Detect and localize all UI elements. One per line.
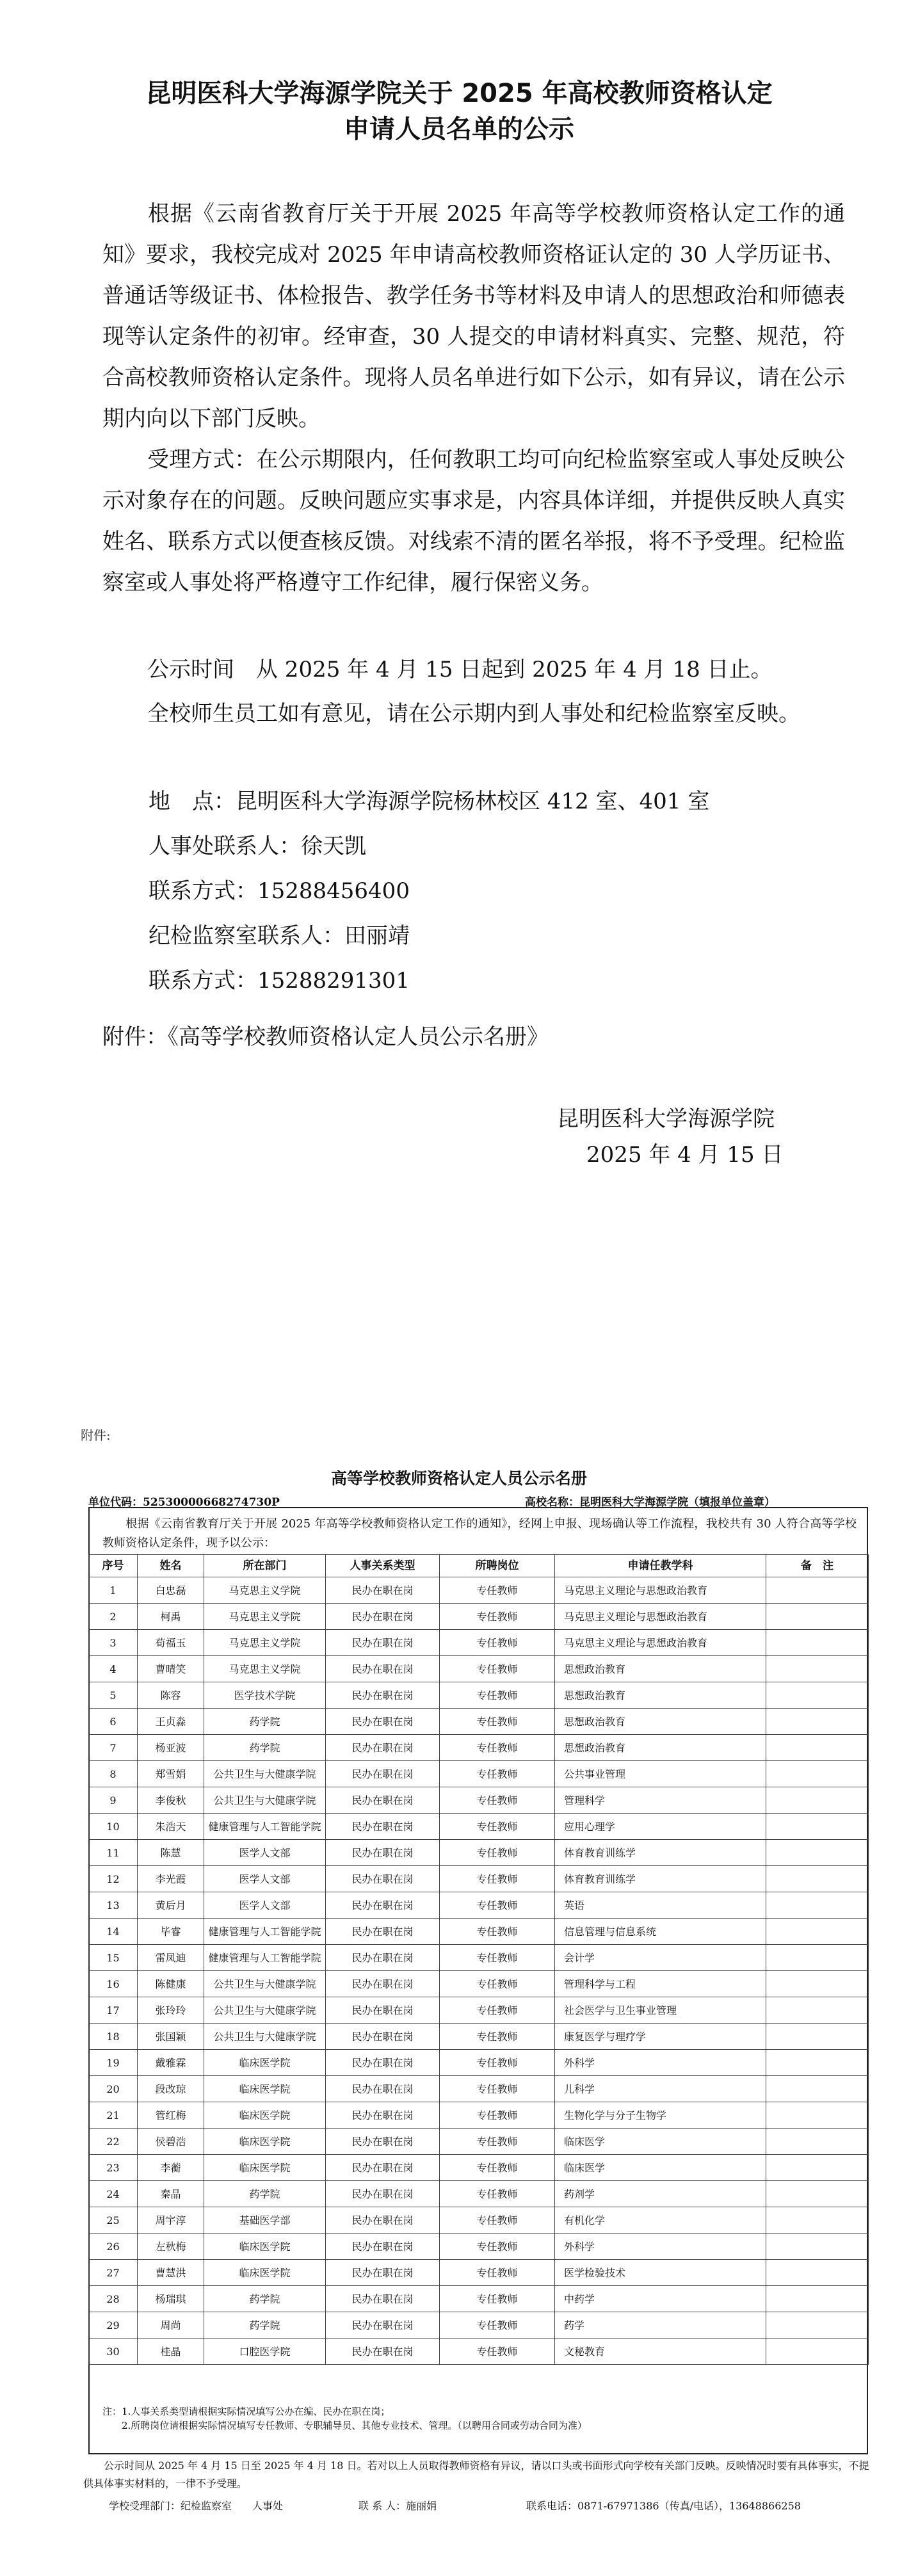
table-row <box>89 1787 869 1814</box>
cell-relation-type: 民办在职在岗 <box>326 2339 440 2365</box>
cell-department: 药学院 <box>204 1735 326 1761</box>
cell-department: 马克思主义学院 <box>204 1630 326 1656</box>
cell-subject: 英语 <box>555 1892 766 1919</box>
cell-index: 24 <box>89 2181 138 2207</box>
cell-relation-type: 民办在职在岗 <box>326 1787 440 1814</box>
cell-relation-type: 民办在职在岗 <box>326 1630 440 1656</box>
cell-position: 专任教师 <box>440 1630 555 1656</box>
cell-name: 桂晶 <box>138 2339 204 2365</box>
cell-department: 临床医学院 <box>204 2260 326 2286</box>
cell-subject: 中药学 <box>555 2286 766 2312</box>
cell-index: 16 <box>89 1971 138 1997</box>
table-row <box>89 2234 869 2260</box>
cell-department: 口腔医学院 <box>204 2339 326 2365</box>
cell-relation-type: 民办在职在岗 <box>326 2286 440 2312</box>
cell-remark <box>766 2102 869 2129</box>
cell-name: 戴雅霖 <box>138 2050 204 2076</box>
cell-index: 5 <box>89 1682 138 1709</box>
cell-name: 毕睿 <box>138 1919 204 1945</box>
cell-remark <box>766 1919 869 1945</box>
cell-subject: 思想政治教育 <box>555 1709 766 1735</box>
cell-remark <box>766 2155 869 2181</box>
notice-attachment: 附件：《高等学校教师资格认定人员公示名册》 <box>102 1024 549 1050</box>
cell-position: 专任教师 <box>440 2234 555 2260</box>
cell-position: 专任教师 <box>440 1814 555 1840</box>
cell-position: 专任教师 <box>440 2181 555 2207</box>
cell-subject: 管理科学与工程 <box>555 1971 766 1997</box>
table-row <box>89 1919 869 1945</box>
cell-remark <box>766 1840 869 1866</box>
table-row <box>89 1892 869 1919</box>
cell-remark <box>766 2076 869 2102</box>
table-row <box>89 1840 869 1866</box>
cell-remark <box>766 2234 869 2260</box>
cell-subject: 马克思主义理论与思想政治教育 <box>555 1630 766 1656</box>
cell-subject: 公共事业管理 <box>555 1761 766 1787</box>
notice-title-line2: 申请人员名单的公示 <box>344 115 574 144</box>
cell-position: 专任教师 <box>440 1866 555 1892</box>
cell-position: 专任教师 <box>440 1997 555 2024</box>
cell-name: 杨瑞琪 <box>138 2286 204 2312</box>
cell-department: 公共卫生与大健康学院 <box>204 2024 326 2050</box>
cell-position: 专任教师 <box>440 1761 555 1787</box>
cell-name: 左秋梅 <box>138 2234 204 2260</box>
cell-department: 医学人文部 <box>204 1866 326 1892</box>
cell-index: 11 <box>89 1840 138 1866</box>
cell-relation-type: 民办在职在岗 <box>326 2050 440 2076</box>
cell-department: 马克思主义学院 <box>204 1604 326 1630</box>
roster-header-row <box>89 1555 869 1577</box>
cell-department: 基础医学部 <box>204 2207 326 2234</box>
cell-name: 朱浩天 <box>138 1814 204 1840</box>
cell-name: 侯碧浩 <box>138 2129 204 2155</box>
cell-relation-type: 民办在职在岗 <box>326 1814 440 1840</box>
table-row <box>89 1945 869 1971</box>
cell-relation-type: 民办在职在岗 <box>326 2260 440 2286</box>
cell-relation-type: 民办在职在岗 <box>326 1656 440 1682</box>
cell-relation-type: 民办在职在岗 <box>326 2024 440 2050</box>
cell-remark <box>766 1656 869 1682</box>
roster-body <box>89 1577 869 2365</box>
cell-remark <box>766 1997 869 2024</box>
cell-subject: 文秘教育 <box>555 2339 766 2365</box>
cell-name: 李俊秋 <box>138 1787 204 1814</box>
cell-position: 专任教师 <box>440 2260 555 2286</box>
unit-code: 单位代码：52530000668274730P <box>88 1496 280 1509</box>
cell-index: 18 <box>89 2024 138 2050</box>
contact-person: 联 系 人：施丽娟 <box>358 2500 437 2512</box>
table-row <box>89 2181 869 2207</box>
cell-name: 柯禹 <box>138 1604 204 1630</box>
cell-subject: 康复医学与理疗学 <box>555 2024 766 2050</box>
table-row <box>89 1814 869 1840</box>
cell-index: 28 <box>89 2286 138 2312</box>
table-row <box>89 2312 869 2339</box>
cell-relation-type: 民办在职在岗 <box>326 1735 440 1761</box>
notice-period: 公示时间 从 2025 年 4 月 15 日起到 2025 年 4 月 18 日止。 <box>147 657 773 682</box>
cell-name: 郑雪娟 <box>138 1761 204 1787</box>
cell-relation-type: 民办在职在岗 <box>326 1577 440 1604</box>
cell-position: 专任教师 <box>440 1709 555 1735</box>
roster-intro: 根据《云南省教育厅关于开展 2025 年高等学校教师资格认定工作的通知》，经网上申报、现场确认等工作流程，我校共有 30 人符合高等学校教师资格认定条件，现予以公示： <box>102 1517 857 1550</box>
cell-position: 专任教师 <box>440 1971 555 1997</box>
cell-index: 22 <box>89 2129 138 2155</box>
cell-remark <box>766 1892 869 1919</box>
cell-subject: 有机化学 <box>555 2207 766 2234</box>
roster-title: 高等学校教师资格认定人员公示名册 <box>330 1469 587 1488</box>
cell-department: 药学院 <box>204 2312 326 2339</box>
cell-subject: 思想政治教育 <box>555 1735 766 1761</box>
cell-relation-type: 民办在职在岗 <box>326 1682 440 1709</box>
cell-index: 25 <box>89 2207 138 2234</box>
cell-remark <box>766 1971 869 1997</box>
contact-phone: 联系电话：0871-67971386（传真/电话），13648866258 <box>526 2500 801 2512</box>
cell-relation-type: 民办在职在岗 <box>326 2181 440 2207</box>
cell-position: 专任教师 <box>440 2076 555 2102</box>
table-row <box>89 1577 869 1604</box>
cell-relation-type: 民办在职在岗 <box>326 2102 440 2129</box>
cell-department: 药学院 <box>204 2181 326 2207</box>
cell-remark <box>766 2181 869 2207</box>
table-row <box>89 2102 869 2129</box>
cell-subject: 马克思主义理论与思想政治教育 <box>555 1604 766 1630</box>
cell-name: 段改琼 <box>138 2076 204 2102</box>
table-row <box>89 2260 869 2286</box>
cell-subject: 社会医学与卫生事业管理 <box>555 1997 766 2024</box>
cell-relation-type: 民办在职在岗 <box>326 1892 440 1919</box>
cell-department: 医学技术学院 <box>204 1682 326 1709</box>
cell-remark <box>766 1682 869 1709</box>
cell-index: 14 <box>89 1919 138 1945</box>
cell-remark <box>766 1577 869 1604</box>
cell-department: 临床医学院 <box>204 2050 326 2076</box>
cell-relation-type: 民办在职在岗 <box>326 2155 440 2181</box>
cell-subject: 生物化学与分子生物学 <box>555 2102 766 2129</box>
cell-position: 专任教师 <box>440 1577 555 1604</box>
cell-remark <box>766 1735 869 1761</box>
cell-name: 陈健康 <box>138 1971 204 1997</box>
cell-index: 21 <box>89 2102 138 2129</box>
cell-remark <box>766 2129 869 2155</box>
roster-table <box>88 1554 869 2365</box>
cell-name: 张国颖 <box>138 2024 204 2050</box>
cell-department: 马克思主义学院 <box>204 1656 326 1682</box>
cell-subject: 会计学 <box>555 1945 766 1971</box>
cell-remark <box>766 1604 869 1630</box>
hr-contact: 人事处联系人：徐天凯 <box>149 833 366 859</box>
table-row <box>89 1735 869 1761</box>
cell-remark <box>766 1945 869 1971</box>
notice-address: 地 点：昆明医科大学海源学院杨林校区 412 室、401 室 <box>149 789 710 814</box>
cell-name: 管红梅 <box>138 2102 204 2129</box>
roster-note-1: 注：1.人事关系类型请根据实际情况填写公办在编、民办在职在岗； <box>102 2406 391 2417</box>
cell-relation-type: 民办在职在岗 <box>326 1761 440 1787</box>
cell-remark <box>766 1866 869 1892</box>
table-row <box>89 2339 869 2365</box>
table-row <box>89 1656 869 1682</box>
cell-subject: 医学检验技术 <box>555 2260 766 2286</box>
table-row <box>89 1971 869 1997</box>
cell-subject: 管理科学 <box>555 1787 766 1814</box>
cell-index: 3 <box>89 1630 138 1656</box>
cell-name: 白忠磊 <box>138 1577 204 1604</box>
roster-bottom-text: 公示时间从 2025 年 4 月 15 日至 2025 年 4 月 18 日。若对以上人员取得教师资格有异议，请以口头或书面形式向学校有关部门反映。反映情况时要有具体事实，不提供具体事实材料的，一律不予受理。 <box>83 2459 869 2490</box>
signature-org: 昆明医科大学海源学院 <box>557 1106 775 1132</box>
attachment-label: 附件: <box>81 1428 111 1443</box>
cell-remark <box>766 1630 869 1656</box>
table-row <box>89 1604 869 1630</box>
cell-department: 健康管理与人工智能学院 <box>204 1945 326 1971</box>
cell-remark <box>766 2339 869 2365</box>
cell-name: 秦晶 <box>138 2181 204 2207</box>
cell-remark <box>766 2312 869 2339</box>
cell-position: 专任教师 <box>440 1682 555 1709</box>
cell-position: 专任教师 <box>440 1892 555 1919</box>
cell-subject: 外科学 <box>555 2050 766 2076</box>
cell-index: 2 <box>89 1604 138 1630</box>
cell-position: 专任教师 <box>440 2339 555 2365</box>
cell-position: 专任教师 <box>440 2102 555 2129</box>
cell-remark <box>766 1814 869 1840</box>
cell-name: 曹慧洪 <box>138 2260 204 2286</box>
table-row <box>89 1630 869 1656</box>
cell-name: 周宇淳 <box>138 2207 204 2234</box>
cell-name: 陈容 <box>138 1682 204 1709</box>
cell-subject: 外科学 <box>555 2234 766 2260</box>
cell-relation-type: 民办在职在岗 <box>326 1604 440 1630</box>
cell-department: 马克思主义学院 <box>204 1577 326 1604</box>
cell-name: 李光霞 <box>138 1866 204 1892</box>
cell-position: 专任教师 <box>440 1735 555 1761</box>
cell-remark <box>766 2286 869 2312</box>
cell-name: 杨亚波 <box>138 1735 204 1761</box>
cell-name: 周尚 <box>138 2312 204 2339</box>
cell-remark <box>766 2024 869 2050</box>
col-header-department: 所在部门 <box>204 1555 326 1577</box>
cell-name: 荀福玉 <box>138 1630 204 1656</box>
cell-department: 临床医学院 <box>204 2076 326 2102</box>
cell-department: 健康管理与人工智能学院 <box>204 1814 326 1840</box>
cell-index: 29 <box>89 2312 138 2339</box>
cell-department: 临床医学院 <box>204 2234 326 2260</box>
cell-name: 李蘅 <box>138 2155 204 2181</box>
cell-relation-type: 民办在职在岗 <box>326 1971 440 1997</box>
cell-index: 1 <box>89 1577 138 1604</box>
cell-position: 专任教师 <box>440 2155 555 2181</box>
cell-department: 临床医学院 <box>204 2129 326 2155</box>
cell-department: 医学人文部 <box>204 1840 326 1866</box>
cell-index: 27 <box>89 2260 138 2286</box>
cell-relation-type: 民办在职在岗 <box>326 1945 440 1971</box>
col-header-relation-type: 人事关系类型 <box>326 1555 440 1577</box>
cell-remark <box>766 1761 869 1787</box>
notice-title-line1: 昆明医科大学海源学院关于 2025 年高校教师资格认定 <box>145 79 773 108</box>
cell-relation-type: 民办在职在岗 <box>326 1866 440 1892</box>
cell-index: 26 <box>89 2234 138 2260</box>
cell-position: 专任教师 <box>440 1787 555 1814</box>
table-row <box>89 1682 869 1709</box>
cell-index: 20 <box>89 2076 138 2102</box>
cell-index: 17 <box>89 1997 138 2024</box>
cell-department: 医学人文部 <box>204 1892 326 1919</box>
cell-department: 公共卫生与大健康学院 <box>204 1971 326 1997</box>
signature-date: 2025 年 4 月 15 日 <box>586 1142 784 1168</box>
cell-index: 13 <box>89 1892 138 1919</box>
col-header-name: 姓名 <box>138 1555 204 1577</box>
table-row <box>89 1761 869 1787</box>
cell-name: 张玲玲 <box>138 1997 204 2024</box>
notice-paragraph-2: 受理方式：在公示期限内，任何教职工均可向纪检监察室或人事处反映公示对象存在的问题。反映问题应实事求是，内容具体详细，并提供反映人真实姓名、联系方式以便查核反馈。对线索不清的匿名举报，将不予受理。纪检监察室或人事处将严格遵守工作纪律，履行保密义务。 <box>102 447 845 595</box>
cell-department: 公共卫生与大健康学院 <box>204 1787 326 1814</box>
table-row <box>89 1866 869 1892</box>
roster-note-2: 2.所聘岗位请根据实际情况填写专任教师、专职辅导员、其他专业技术、管理。（以聘用合同或劳动合同为准） <box>102 2420 587 2431</box>
cell-name: 雷凤迪 <box>138 1945 204 1971</box>
cell-subject: 临床医学 <box>555 2155 766 2181</box>
cell-position: 专任教师 <box>440 1919 555 1945</box>
table-row <box>89 2155 869 2181</box>
cell-remark <box>766 1787 869 1814</box>
roster-notes <box>102 2404 587 2433</box>
cell-subject: 应用心理学 <box>555 1814 766 1840</box>
table-row <box>89 1997 869 2024</box>
cell-index: 19 <box>89 2050 138 2076</box>
cell-relation-type: 民办在职在岗 <box>326 2129 440 2155</box>
cell-department: 健康管理与人工智能学院 <box>204 1919 326 1945</box>
contact-department: 学校受理部门：纪检监察室 人事处 <box>109 2500 284 2512</box>
cell-subject: 药剂学 <box>555 2181 766 2207</box>
jijian-phone: 联系方式：15288291301 <box>149 968 410 994</box>
table-row <box>89 2024 869 2050</box>
cell-position: 专任教师 <box>440 2286 555 2312</box>
cell-remark <box>766 1709 869 1735</box>
cell-position: 专任教师 <box>440 1945 555 1971</box>
cell-index: 6 <box>89 1709 138 1735</box>
cell-position: 专任教师 <box>440 2312 555 2339</box>
cell-name: 王贞淼 <box>138 1709 204 1735</box>
cell-position: 专任教师 <box>440 2207 555 2234</box>
cell-relation-type: 民办在职在岗 <box>326 1997 440 2024</box>
cell-department: 临床医学院 <box>204 2102 326 2129</box>
notice-paragraph-1: 根据《云南省教育厅关于开展 2025 年高等学校教师资格认定工作的通知》要求，我校完成对 2025 年申请高校教师资格证认定的 30 人学历证书、普通话等级证书、体检报告、教学任务书等材料及申请人的思想政治和师德表现等认定条件的初审。经审查，30 人提交的申请材料真实、完整、规范，符合高校教师资格认定条件。现将人员名单进行如下公示，如有异议，请在公示期内向以下部门反映。 <box>102 201 845 431</box>
cell-subject: 临床医学 <box>555 2129 766 2155</box>
col-header-position: 所聘岗位 <box>440 1555 555 1577</box>
cell-relation-type: 民办在职在岗 <box>326 2076 440 2102</box>
cell-subject: 药学 <box>555 2312 766 2339</box>
jijian-contact: 纪检监察室联系人：田丽靖 <box>149 923 410 949</box>
cell-index: 7 <box>89 1735 138 1761</box>
cell-subject: 马克思主义理论与思想政治教育 <box>555 1577 766 1604</box>
cell-subject: 体育教育训练学 <box>555 1866 766 1892</box>
cell-index: 4 <box>89 1656 138 1682</box>
cell-index: 30 <box>89 2339 138 2365</box>
cell-department: 药学院 <box>204 1709 326 1735</box>
table-row <box>89 2129 869 2155</box>
cell-index: 8 <box>89 1761 138 1787</box>
cell-index: 10 <box>89 1814 138 1840</box>
cell-index: 9 <box>89 1787 138 1814</box>
cell-remark <box>766 2260 869 2286</box>
cell-name: 黄后月 <box>138 1892 204 1919</box>
cell-relation-type: 民办在职在岗 <box>326 2207 440 2234</box>
cell-relation-type: 民办在职在岗 <box>326 1840 440 1866</box>
cell-subject: 儿科学 <box>555 2076 766 2102</box>
cell-position: 专任教师 <box>440 1604 555 1630</box>
cell-department: 公共卫生与大健康学院 <box>204 1761 326 1787</box>
cell-subject: 思想政治教育 <box>555 1682 766 1709</box>
cell-index: 12 <box>89 1866 138 1892</box>
table-row <box>89 2076 869 2102</box>
col-header-index: 序号 <box>89 1555 138 1577</box>
cell-relation-type: 民办在职在岗 <box>326 2312 440 2339</box>
cell-subject: 信息管理与信息系统 <box>555 1919 766 1945</box>
hr-phone: 联系方式：15288456400 <box>149 878 410 904</box>
table-row <box>89 1709 869 1735</box>
table-row <box>89 2050 869 2076</box>
cell-department: 药学院 <box>204 2286 326 2312</box>
cell-subject: 体育教育训练学 <box>555 1840 766 1866</box>
cell-position: 专任教师 <box>440 2024 555 2050</box>
cell-index: 23 <box>89 2155 138 2181</box>
notice-paragraph-4: 全校师生员工如有意见，请在公示期内到人事处和纪检监察室反映。 <box>147 701 800 727</box>
cell-position: 专任教师 <box>440 2129 555 2155</box>
cell-name: 陈慧 <box>138 1840 204 1866</box>
school-name: 高校名称：昆明医科大学海源学院（填报单位盖章） <box>525 1496 775 1509</box>
cell-index: 15 <box>89 1945 138 1971</box>
cell-relation-type: 民办在职在岗 <box>326 2234 440 2260</box>
cell-remark <box>766 2207 869 2234</box>
cell-department: 公共卫生与大健康学院 <box>204 1997 326 2024</box>
roster-sheet <box>88 1507 868 2454</box>
cell-position: 专任教师 <box>440 2050 555 2076</box>
cell-remark <box>766 2050 869 2076</box>
table-row <box>89 2286 869 2312</box>
cell-position: 专任教师 <box>440 1656 555 1682</box>
col-header-remark: 备 注 <box>766 1555 869 1577</box>
cell-department: 临床医学院 <box>204 2155 326 2181</box>
col-header-subject: 申请任教学科 <box>555 1555 766 1577</box>
cell-subject: 思想政治教育 <box>555 1656 766 1682</box>
table-row <box>89 2207 869 2234</box>
cell-name: 曹晴笑 <box>138 1656 204 1682</box>
cell-position: 专任教师 <box>440 1840 555 1866</box>
cell-relation-type: 民办在职在岗 <box>326 1919 440 1945</box>
cell-relation-type: 民办在职在岗 <box>326 1709 440 1735</box>
